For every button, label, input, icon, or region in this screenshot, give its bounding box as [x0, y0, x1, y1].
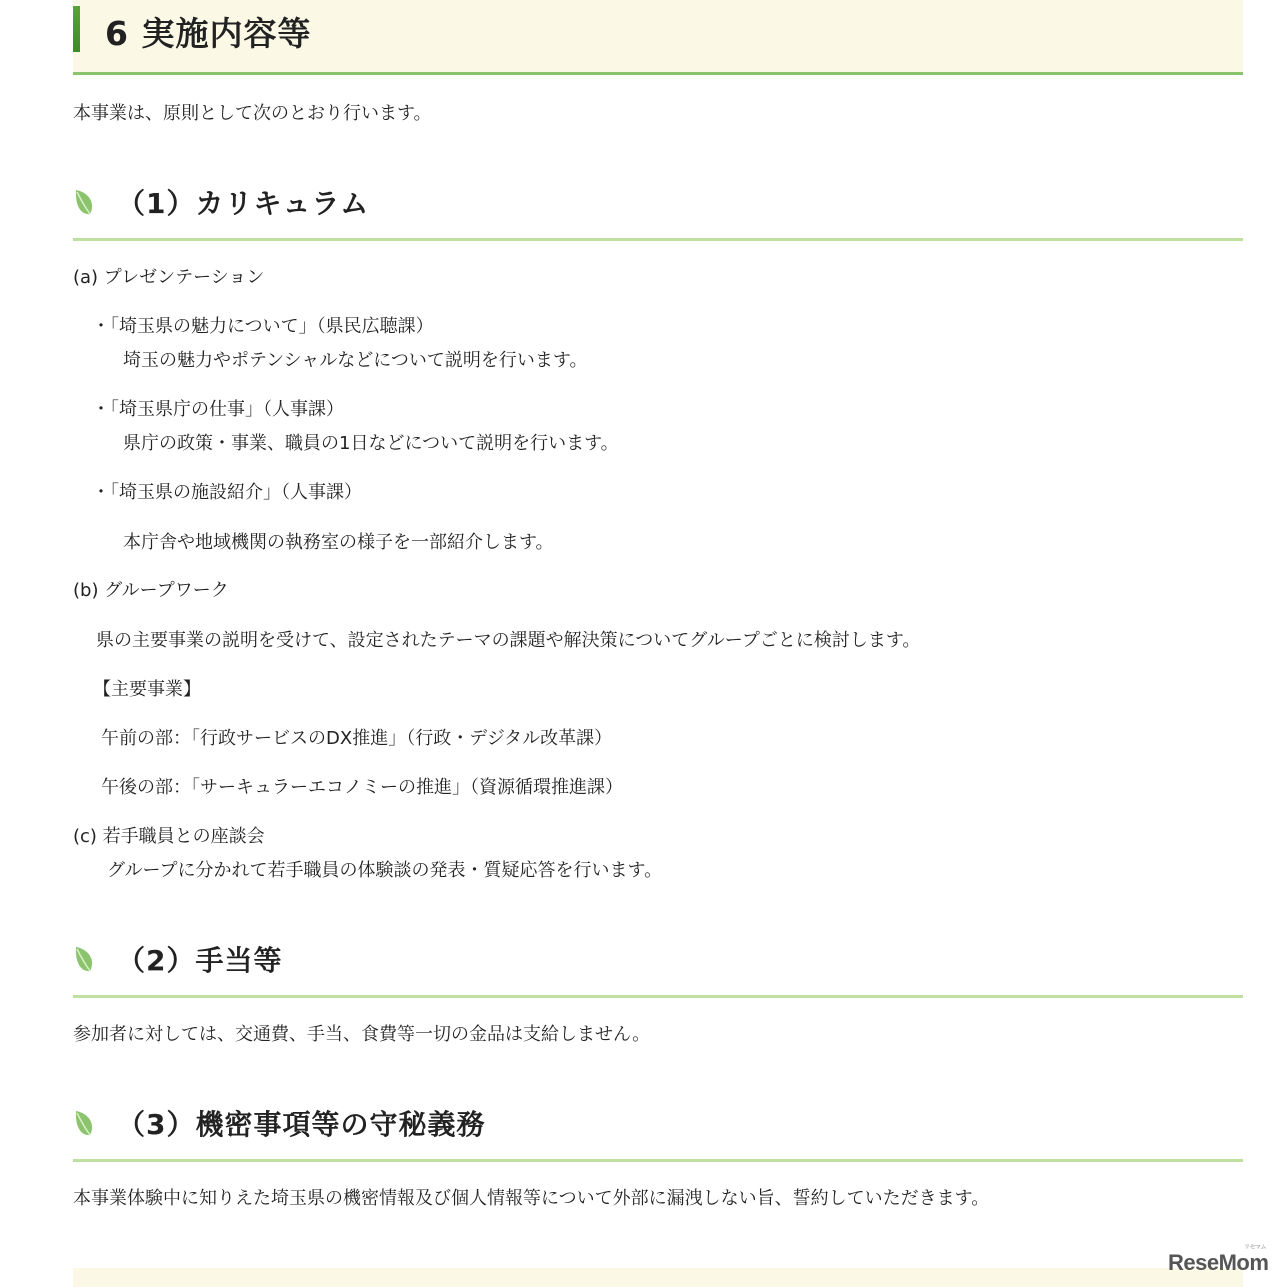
subsection-heading-allowance	[73, 935, 1243, 998]
heading-accent-bar	[73, 6, 80, 52]
afternoon-session: 午後の部：「サーキュラーエコノミーの推進」（資源循環推進課）	[101, 777, 623, 798]
section-heading: 6 実施内容等	[105, 14, 312, 53]
curriculum-item-title: ・「埼玉県の魅力について」（県民広聴課）	[92, 316, 434, 337]
subsection-title: （3）機密事項等の守秘義務	[117, 1108, 486, 1141]
curriculum-b-label: (b) グループワーク	[73, 580, 229, 601]
curriculum-item-title: ・「埼玉県の施設紹介」（人事課）	[92, 482, 362, 503]
logo-subtext: リセマム	[1244, 1245, 1266, 1251]
next-section-heading-box	[73, 1268, 1243, 1287]
curriculum-item-desc: 県庁の政策・事業、職員の1日などについて説明を行います。	[123, 433, 619, 454]
subsection-title: （1）カリキュラム	[117, 187, 370, 220]
leaf-icon	[73, 945, 95, 973]
curriculum-item-title: ・「埼玉県庁の仕事」（人事課）	[92, 399, 344, 420]
leaf-icon	[73, 1109, 95, 1137]
morning-session: 午前の部：「行政サービスのDX推進」（行政・デジタル改革課）	[101, 728, 613, 749]
curriculum-item-desc: 埼玉の魅力やポテンシャルなどについて説明を行います。	[123, 350, 588, 371]
main-projects-label: 【主要事業】	[93, 679, 201, 700]
leaf-icon	[73, 188, 95, 216]
curriculum-b-desc: 県の主要事業の説明を受けて、設定されたテーマの課題や解決策についてグループごとに検討します。	[96, 630, 921, 651]
subsection-heading-curriculum	[73, 178, 1243, 241]
resemom-logo	[1168, 1245, 1269, 1276]
curriculum-item-desc: 本庁舎や地域機関の執務室の様子を一部紹介します。	[123, 532, 554, 553]
logo-text: ReseMom	[1168, 1250, 1269, 1275]
subsection-title: （2）手当等	[117, 944, 283, 977]
intro-text: 本事業は、原則として次のとおり行います。	[73, 103, 432, 124]
curriculum-c-label: (c) 若手職員との座談会	[73, 826, 265, 847]
subsection-heading-confidentiality	[73, 1099, 1243, 1162]
curriculum-a-label: (a) プレゼンテーション	[73, 267, 265, 288]
allowance-text: 参加者に対しては、交通費、手当、食費等一切の金品は支給しません。	[73, 1024, 651, 1045]
confidentiality-text: 本事業体験中に知りえた埼玉県の機密情報及び個人情報等について外部に漏洩しない旨、誓約していただきます。	[73, 1188, 990, 1209]
curriculum-c-desc: グループに分かれて若手職員の体験談の発表・質疑応答を行います。	[107, 860, 663, 881]
section-heading-box	[73, 0, 1243, 75]
